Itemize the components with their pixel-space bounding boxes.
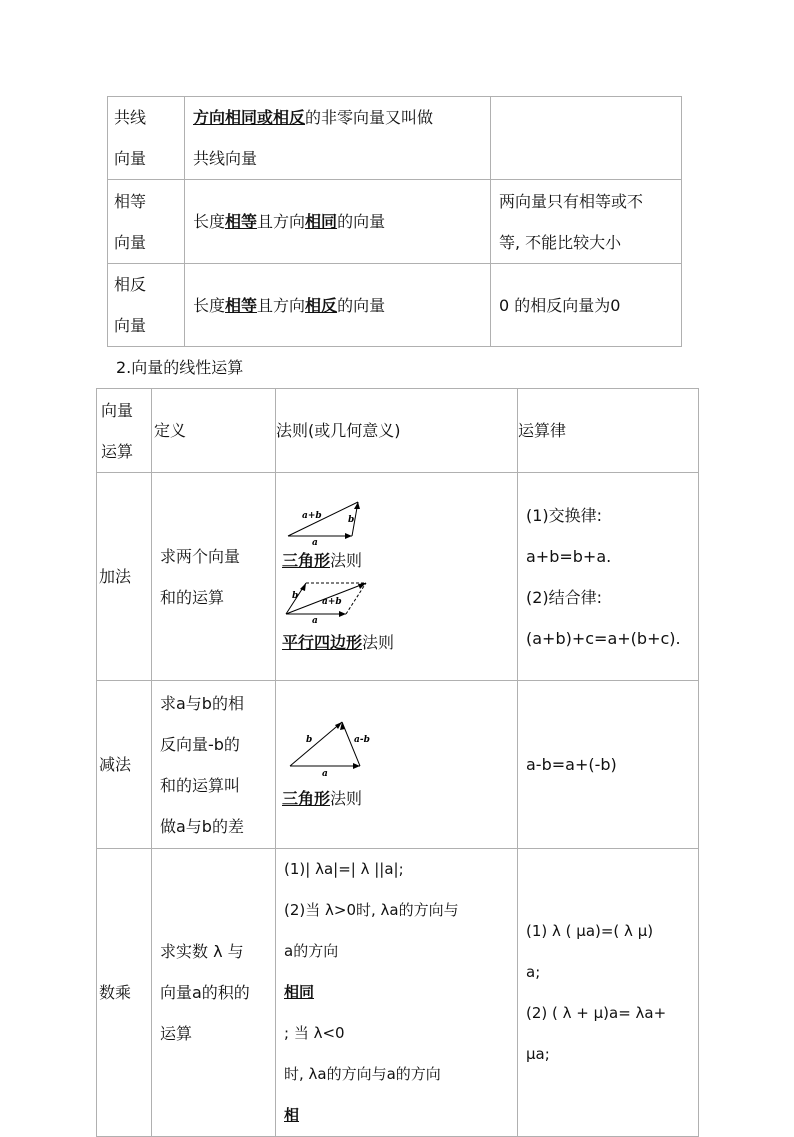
header-definition: 定义 [152,389,276,473]
header-op: 向量 运算 [97,389,152,473]
op-name: 减法 [97,681,152,849]
rule-cell [276,473,518,681]
subtraction-triangle-diagram [282,718,372,778]
table-row [108,264,682,347]
table-row [108,180,682,264]
label-a: a [322,768,328,778]
note-cell [491,97,682,180]
label-a: a [312,615,318,626]
law-cell: (1)交换律: a+b=b+a. (2)结合律: (a+b)+c=a+(b+c). [518,473,699,681]
parallelogram-rule-diagram [282,580,382,626]
label-a: a [312,537,318,548]
rule-cell [276,681,518,849]
triangle-rule-label: 三角形法则 [282,550,363,570]
linear-operations-table [96,388,699,1137]
rule-cell: (1)| λa|=| λ ||a|; (2)当 λ>0时, λa的方向与 a的方向 相同 ; 当 λ<0 时, λa的方向与a的方向 相 [276,849,518,1137]
vector-concepts-table [107,96,682,347]
header-rule: 法则(或几何意义) [276,389,518,473]
label-b: b [292,590,299,601]
term-cell: 相反 向量 [108,264,185,347]
note-cell: 两向量只有相等或不 等, 不能比较大小 [491,180,682,264]
note-cell: 0 的相反向量为0 [491,264,682,347]
definition-cell: 长度相等且方向相同的向量 [185,180,491,264]
op-name: 加法 [97,473,152,681]
law-cell: a-b=a+(-b) [518,681,699,849]
definition-cell: 求两个向量 和的运算 [152,473,276,681]
table-row [108,97,682,180]
definition-cell: 方向相同或相反的非零向量又叫做 共线向量 [185,97,491,180]
triangle-rule-label: 三角形法则 [282,788,363,808]
definition-cell: 求a与b的相 反向量-b的 和的运算叫 做a与b的差 [152,681,276,849]
label-b: b [348,514,355,525]
triangle-rule-diagram [282,498,372,548]
header-row [97,389,699,473]
label-sum: a+b [302,510,322,521]
section-heading: 2.向量的线性运算 [116,358,244,377]
term-cell: 共线 向量 [108,97,185,180]
label-diff: a-b [354,734,370,745]
definition-cell: 求实数 λ 与 向量a的积的 运算 [152,849,276,1137]
header-law: 运算律 [518,389,699,473]
term-cell: 相等 向量 [108,180,185,264]
law-cell: (1) λ ( μa)=( λ μ) a; (2) ( λ + μ)a= λa+ μa; [518,849,699,1137]
table-row-subtraction [97,681,699,849]
table-row-addition [97,473,699,681]
emphasis-text: 方向相同或相反 [193,108,306,127]
label-sum: a+b [322,596,342,607]
parallelogram-rule-label: 平行四边形法则 [282,632,395,652]
label-b: b [306,734,313,745]
table-row-scalar [97,849,699,1137]
op-name: 数乘 [97,849,152,1137]
definition-cell: 长度相等且方向相反的向量 [185,264,491,347]
